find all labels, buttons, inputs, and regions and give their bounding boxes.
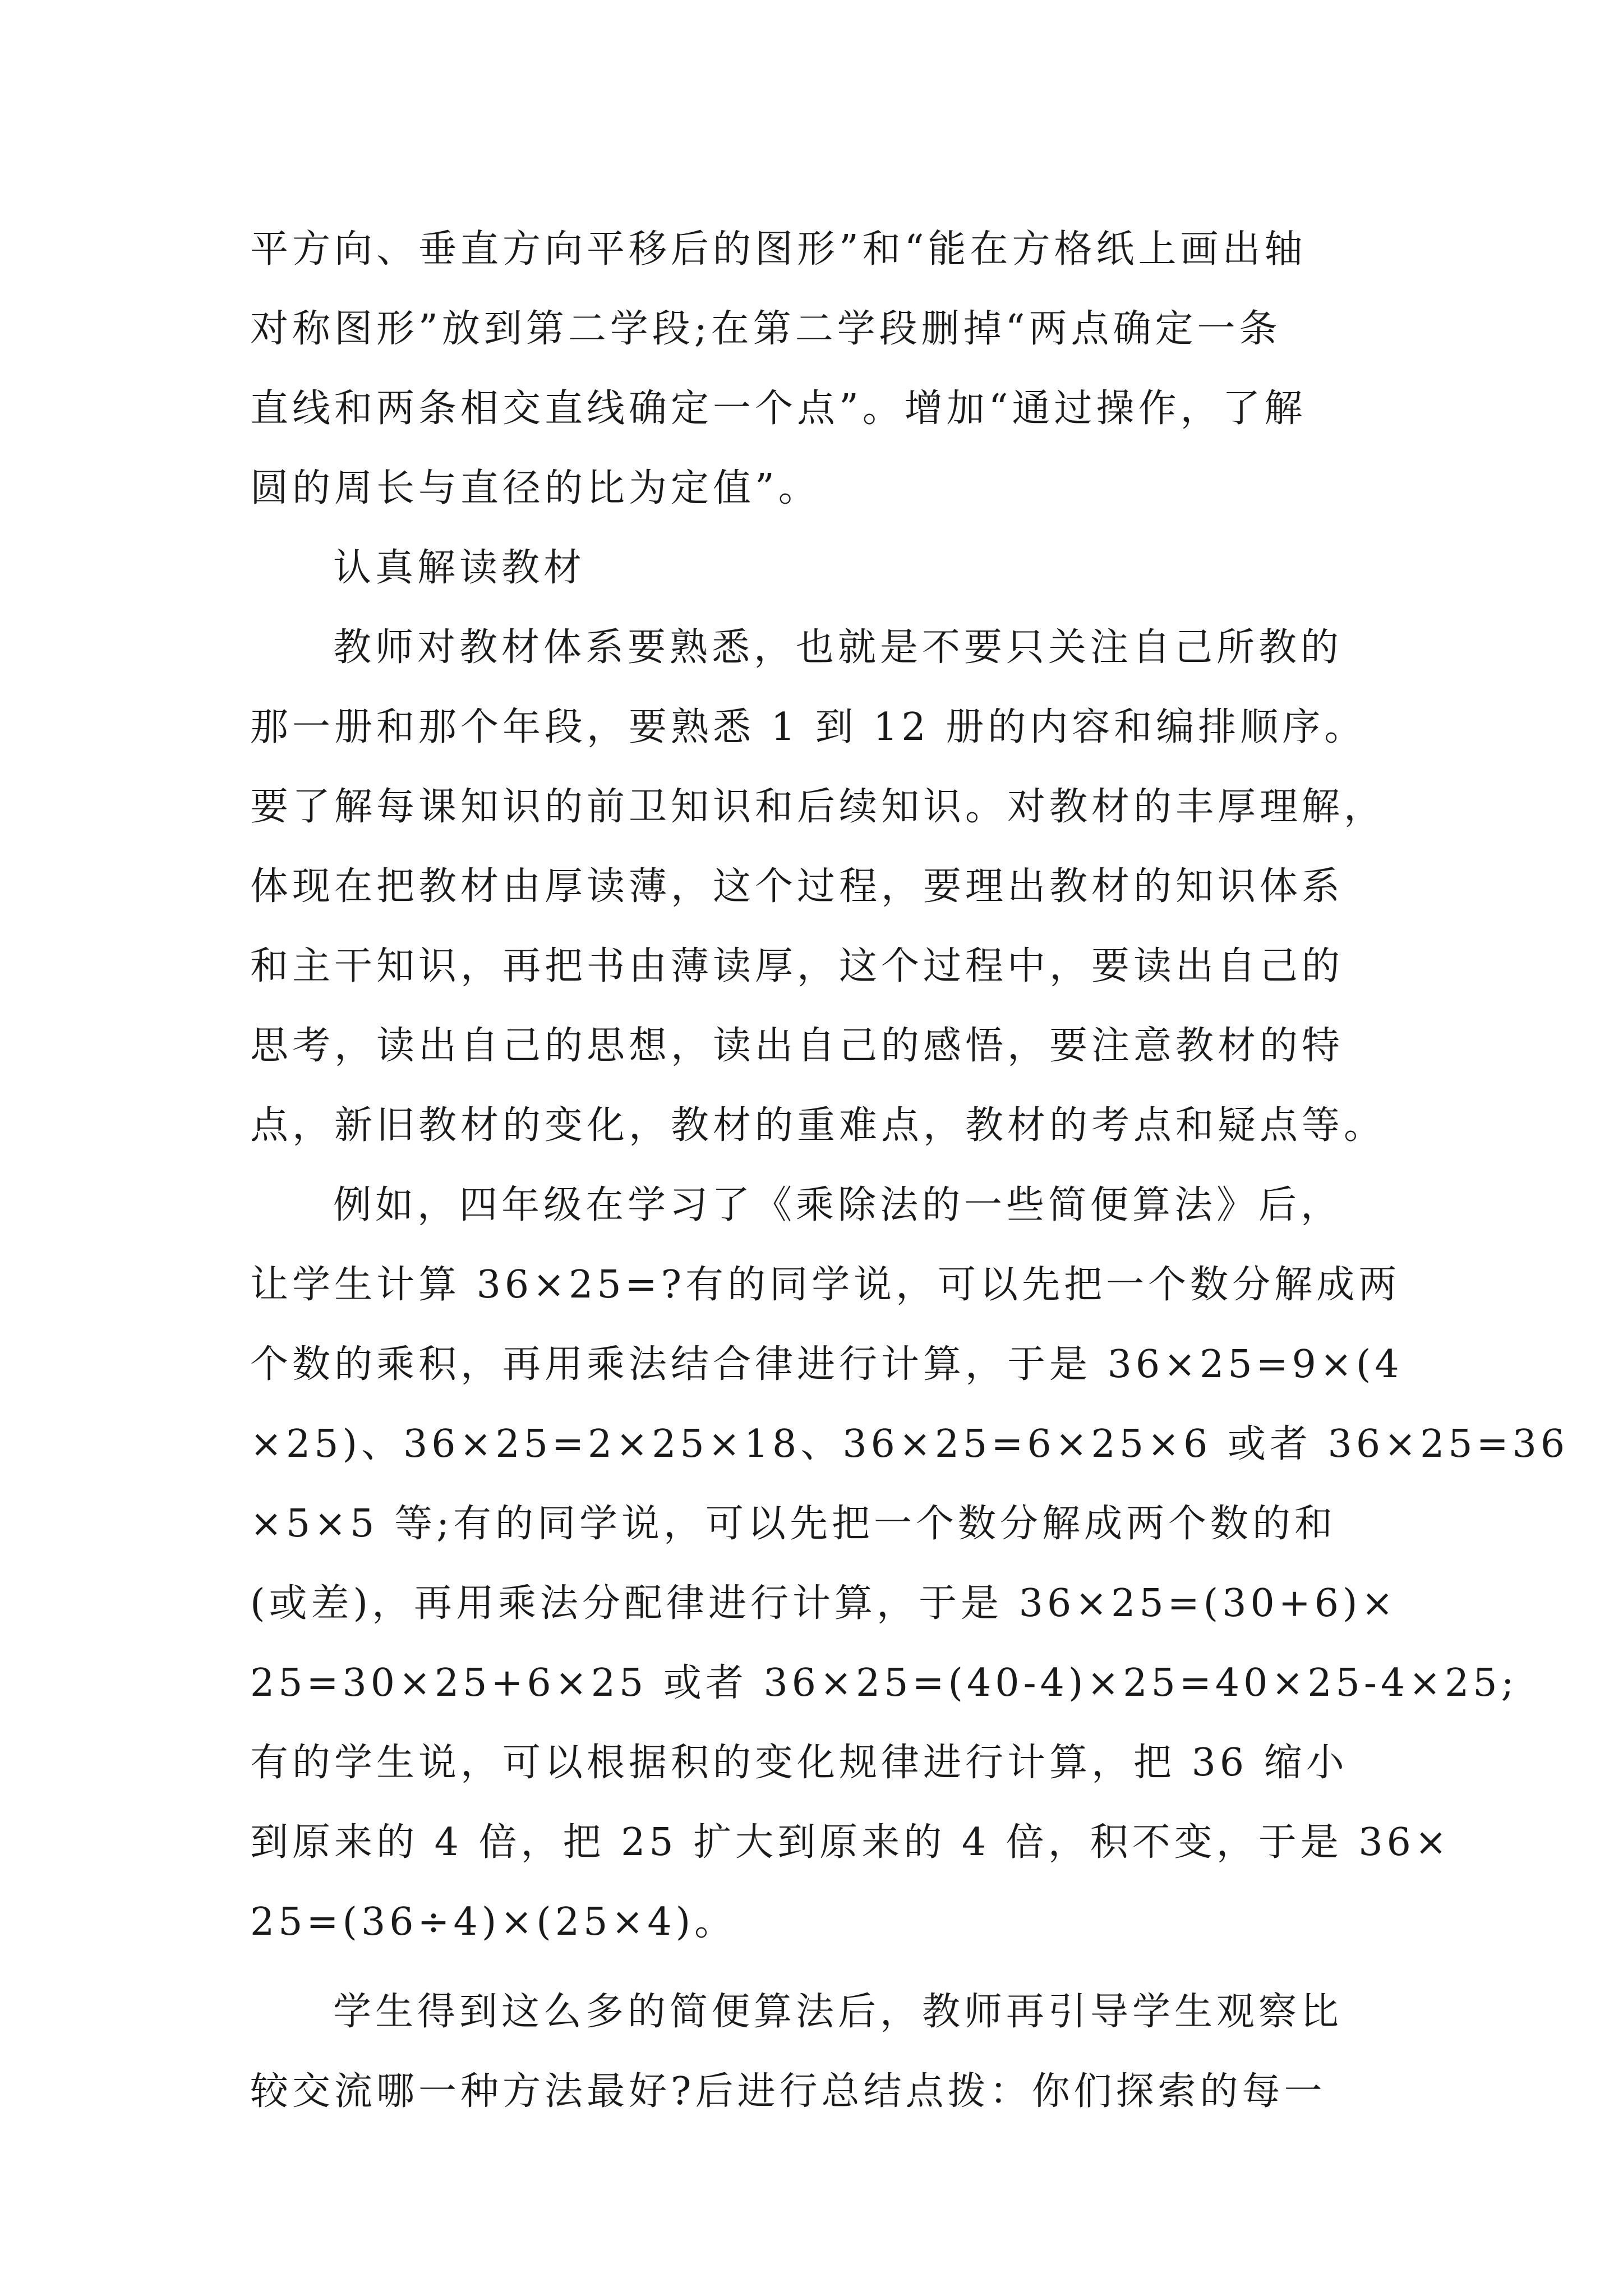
paragraph-line: 个数的乘积，再用乘法结合律进行计算，于是 36×25=9×(4 (250, 1342, 1403, 1387)
paragraph-line: (或差)，再用乘法分配律进行计算，于是 36×25=(30+6)× (250, 1581, 1398, 1626)
paragraph-line: 学生得到这么多的简便算法后，教师再引导学生观察比 (333, 1990, 1343, 2034)
paragraph-line: 25=(36÷4)×(25×4)。 (250, 1900, 737, 1944)
paragraph-line: ×25)、36×25=2×25×18、36×25=6×25×6 或者 36×25=36 (250, 1422, 1569, 1466)
section-heading: 认真解读教材 (333, 546, 586, 590)
paragraph-line: 和主干知识，再把书由薄读厚，这个过程中，要读出自己的 (250, 944, 1344, 988)
paragraph-line: 那一册和那个年段，要熟悉 1 到 12 册的内容和编排顺序。 (250, 705, 1367, 749)
paragraph-line: 25=30×25+6×25 或者 36×25=(40-4)×25=40×25-4×25; (250, 1661, 1518, 1705)
document-body (250, 210, 1569, 2132)
paragraph-line: 对称图形”放到第二学段;在第二学段删掉“两点确定一条 (250, 307, 1281, 351)
paragraph-line: ×5×5 等;有的同学说，可以先把一个数分解成两个数的和 (250, 1502, 1337, 1546)
paragraph-line: 思考，读出自己的思想，读出自己的感悟，要注意教材的特 (250, 1024, 1344, 1068)
paragraph-line: 较交流哪一种方法最好?后进行总结点拨：你们探索的每一 (250, 2069, 1326, 2114)
paragraph-line: 有的学生说，可以根据积的变化规律进行计算，把 36 缩小 (250, 1741, 1348, 1785)
paragraph-line: 例如，四年级在学习了《乘除法的一些简便算法》后， (333, 1183, 1343, 1227)
paragraph-line: 直线和两条相交直线确定一个点”。增加“通过操作，了解 (250, 386, 1307, 431)
paragraph-line: 圆的周长与直径的比为定值”。 (250, 466, 820, 510)
paragraph-line: 让学生计算 36×25=?有的同学说，可以先把一个数分解成两 (250, 1263, 1401, 1307)
paragraph-line: 点，新旧教材的变化，教材的重难点，教材的考点和疑点等。 (250, 1103, 1386, 1148)
paragraph-line: 到原来的 4 倍，把 25 扩大到原来的 4 倍，积不变，于是 36× (250, 1820, 1451, 1865)
paragraph-line: 体现在把教材由厚读薄，这个过程，要理出教材的知识体系 (250, 864, 1344, 909)
paragraph-line: 教师对教材体系要熟悉，也就是不要只关注自己所教的 (333, 625, 1343, 670)
paragraph-line: 要了解每课知识的前卫知识和后续知识。对教材的丰厚理解， (250, 785, 1386, 829)
paragraph-line: 平方向、垂直方向平移后的图形”和“能在方格纸上画出轴 (250, 227, 1307, 272)
